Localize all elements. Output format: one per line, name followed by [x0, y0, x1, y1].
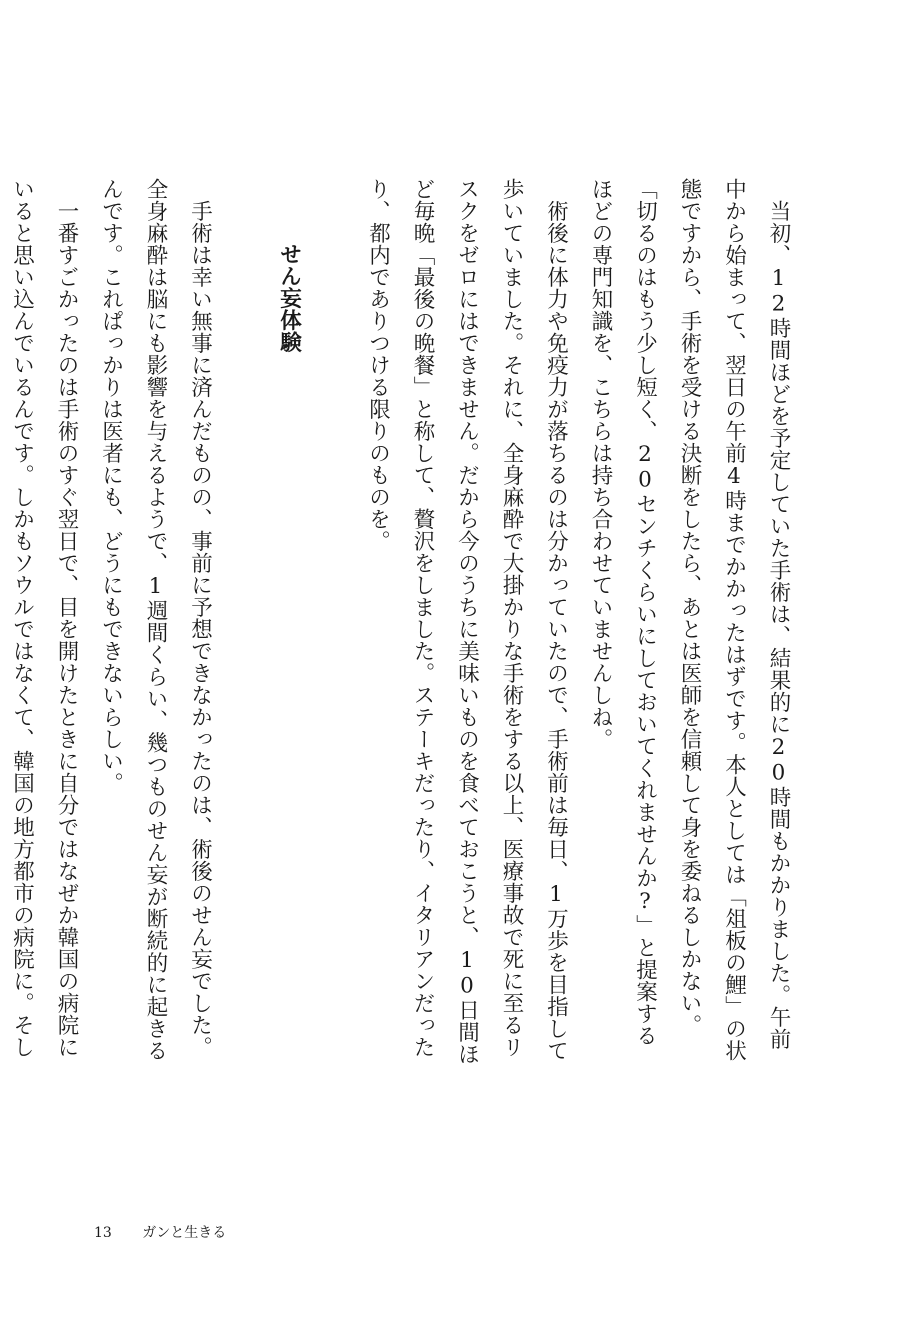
paragraph-last-supper: 術後に体力や免疫力が落ちるのは分かっていたので、手術前は毎日、1万歩を目指して歩いていました。それに、全身麻酔で大掛かりな手術をする以上、医療事故で死に至るリスクをゼロにはできません。だから今のうちに美味いものを食べておこうと、10日間ほど毎晩「最後の晩餐」と称して、贅沢をしました。ステーキだったり、イタリアンだったり、都内でありつける限りのものを。 — [365, 178, 569, 1065]
page-number: 13 — [94, 1225, 112, 1241]
paragraph-surgery-duration: 当初、12時間ほどを予定していた手術は、結果的に20時間もかかりました。午前中から始まって、翌日の午前4時までかかったはずです。本人としては「俎板の鯉」の状態ですから、手術を受ける決断をしたら、あとは医師を信頼して身を委ねるしかない。「切るのはもう少し短く、20センチくらいにしておいてくれませんか?」と提案するほどの専門知識を、こちらは持ち合わせていませんしね。 — [588, 178, 791, 1062]
section-heading: せん妄体験 — [276, 242, 302, 353]
vertical-text-body — [9, 178, 800, 1068]
page-footer — [94, 1222, 226, 1242]
running-title: ガンと生きる — [142, 1225, 227, 1241]
paragraph-delirium: 手術は幸い無事に済んだものの、事前に予想できなかったのは、術後のせん妄でした。全身麻酔は脳にも影響を与えるようで、1週間くらい、幾つものせん妄が断続的に起きるんです。これぱっかりは医者にも、どうにもできないらしい。 — [98, 178, 213, 1062]
paragraph-korea-hospital: 一番すごかったのは手術のすぐ翌日で、目を開けたときに自分ではなぜか韓国の病院にいると思い込んでいるんです。しかもソウルではなくて、韓国の地方都市の病院に。そし — [9, 178, 79, 1058]
